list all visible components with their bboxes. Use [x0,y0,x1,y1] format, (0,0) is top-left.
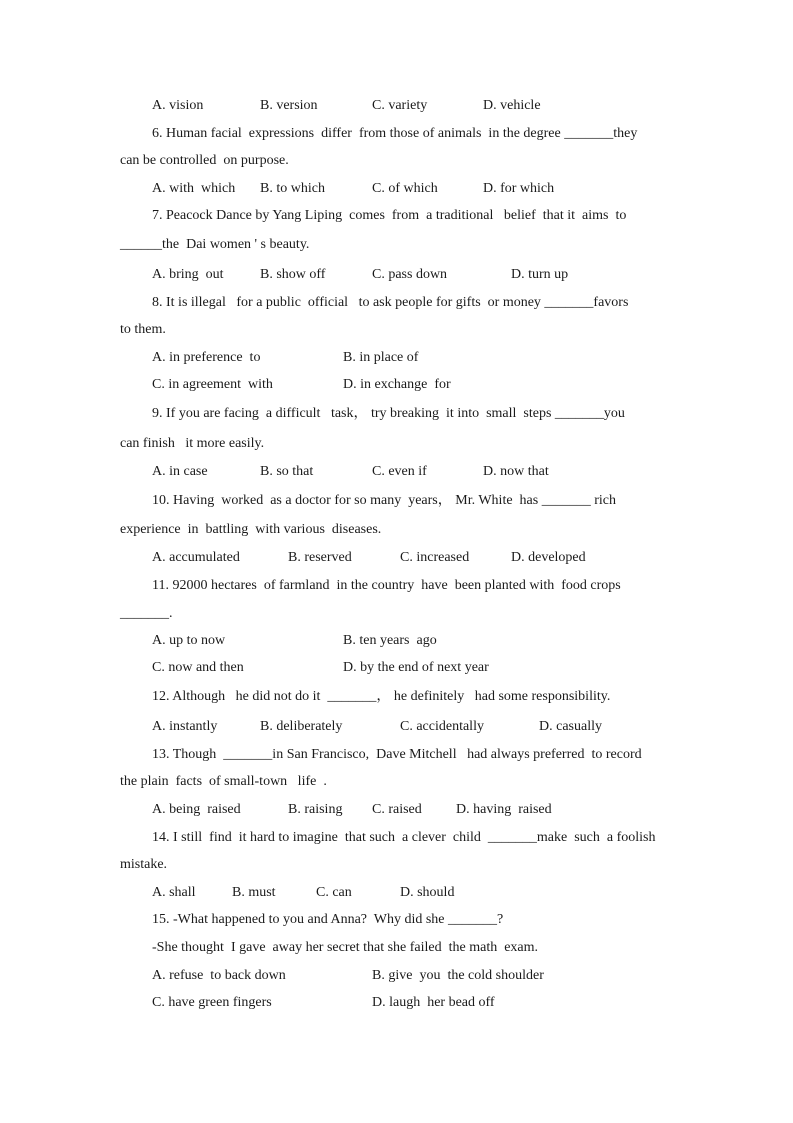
option-d: D. having raised [456,802,552,817]
option-d: D. vehicle [483,98,541,113]
option-d: D. casually [539,719,602,734]
question-stem: 11. 92000 hectares of farmland in the country have been planted with food crops [152,578,621,593]
question-stem: 14. I still find it hard to imagine that such a clever child _______make such a foolish [152,830,656,845]
question-stem: 9. If you are facing a difficult task， try breaking it into small steps _______you [152,406,625,421]
option-a: A. vision [152,98,204,113]
question-stem: 15. -What happened to you and Anna? Why did she _______? [152,912,504,927]
option-c: C. pass down [372,267,448,282]
option-d: D. developed [511,550,586,565]
option-d: D. now that [483,464,549,479]
option-b: B. give you the cold shoulder [372,968,544,983]
option-a: A. in case [152,464,208,479]
question-stem-continued: can be controlled on purpose. [120,153,289,168]
question-stem: 6. Human facial expressions differ from those of animals in the degree _______they [152,126,638,141]
question-stem-continued: ______the Dai women ' s beauty. [120,237,310,252]
option-b: B. reserved [288,550,352,565]
option-a: A. refuse to back down [152,968,286,983]
option-a: A. bring out [152,267,224,282]
option-c: C. of which [372,181,438,196]
question-stem: 8. It is illegal for a public official to ask people for gifts or money _______favors [152,295,629,310]
option-c: C. variety [372,98,428,113]
option-b: B. must [232,885,276,900]
option-d: D. in exchange for [343,377,451,392]
option-b: B. ten years ago [343,633,437,648]
option-c: C. can [316,885,352,900]
option-b: B. in place of [343,350,419,365]
option-b: B. version [260,98,318,113]
option-d: D. laugh her bead off [372,995,495,1010]
option-d: D. for which [483,181,555,196]
question-stem-continued: _______. [120,606,173,621]
question-stem: 13. Though _______in San Francisco, Dave Mitchell had always preferred to record [152,747,642,762]
option-a: A. instantly [152,719,218,734]
option-d: D. by the end of next year [343,660,489,675]
option-c: C. now and then [152,660,244,675]
option-c: C. raised [372,802,422,817]
option-a: A. accumulated [152,550,240,565]
question-stem: 7. Peacock Dance by Yang Liping comes from a traditional belief that it aims to [152,208,627,223]
question-stem: 10. Having worked as a doctor for so many years， Mr. White has _______ rich [152,493,616,508]
option-b: B. to which [260,181,325,196]
option-c: C. in agreement with [152,377,273,392]
option-b: B. deliberately [260,719,343,734]
option-a: A. in preference to [152,350,261,365]
question-stem-continued: can finish it more easily. [120,436,265,451]
option-d: D. should [400,885,455,900]
option-c: C. increased [400,550,470,565]
option-c: C. accidentally [400,719,484,734]
question-stem-continued: to them. [120,322,166,337]
option-d: D. turn up [511,267,569,282]
question-stem: 12. Although he did not do it _______， he definitely had some responsibility. [152,689,611,704]
question-stem-continued: the plain facts of small-town life . [120,774,327,789]
question-stem-continued: experience in battling with various diseases. [120,522,382,537]
dialogue-response: -She thought I gave away her secret that she failed the math exam. [152,940,539,955]
option-a: A. being raised [152,802,241,817]
option-a: A. shall [152,885,196,900]
option-b: B. show off [260,267,326,282]
option-c: C. even if [372,464,427,479]
option-b: B. raising [288,802,343,817]
option-c: C. have green fingers [152,995,272,1010]
question-stem-continued: mistake. [120,857,168,872]
option-a: A. up to now [152,633,226,648]
option-b: B. so that [260,464,314,479]
option-a: A. with which [152,181,236,196]
